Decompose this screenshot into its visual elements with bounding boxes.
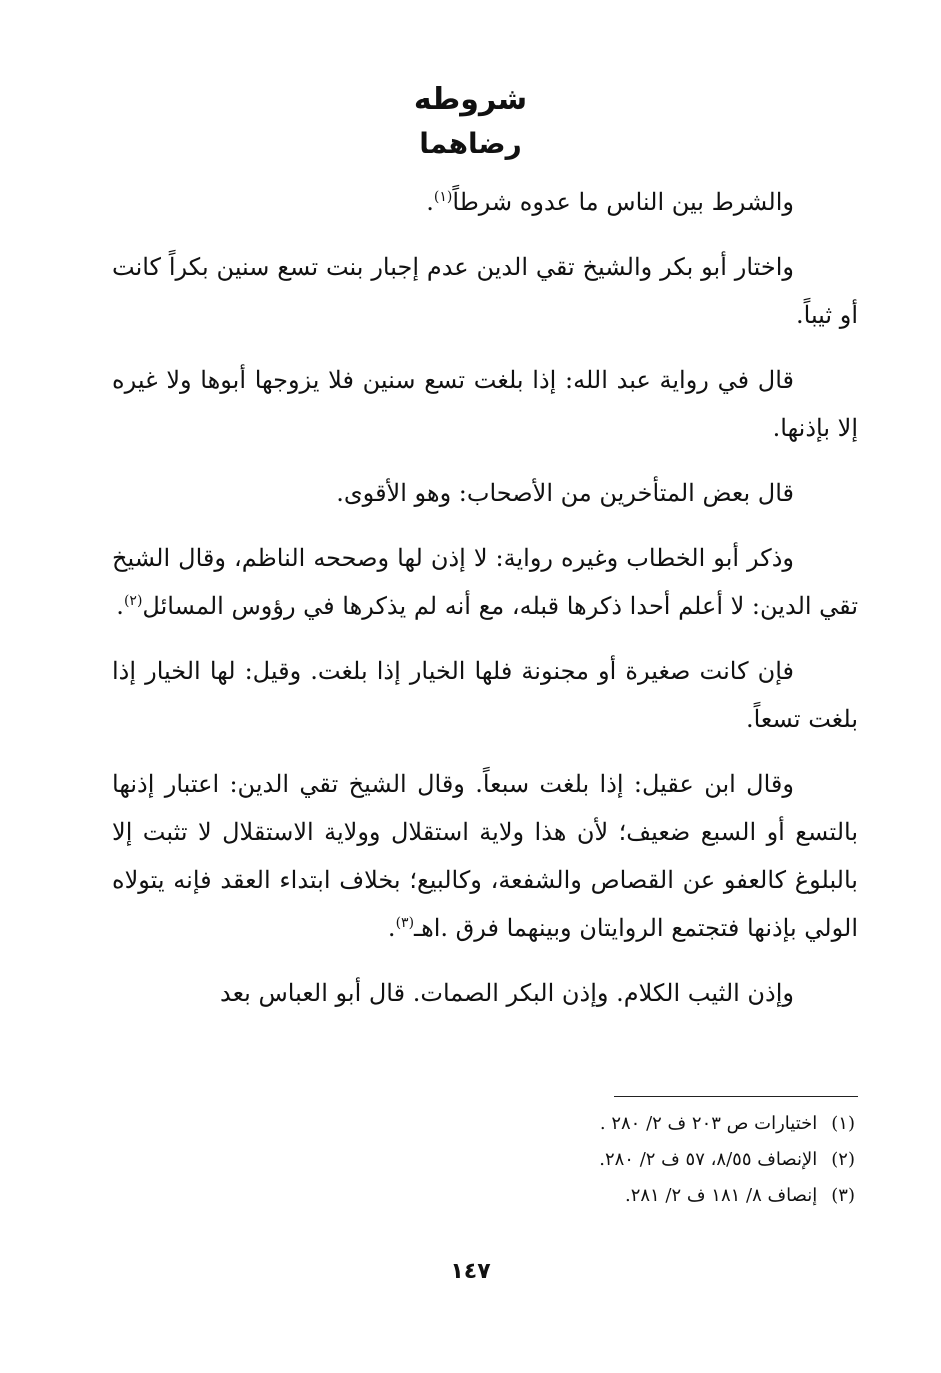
paragraph-2: واختار أبو بكر والشيخ تقي الدين عدم إجبار بنت تسع سنين بكراً كانت أو ثيباً. — [112, 253, 858, 329]
footnote-1: (١)اختيارات ص ٢٠٣ ف ٢/ ٢٨٠ . — [599, 1113, 855, 1134]
paragraph-6: فإن كانت صغيرة أو مجنونة فلها الخيار إذا بلغت. وقيل: لها الخيار إذا بلغت تسعاً. — [112, 657, 858, 733]
footnote-ref-1: (١) — [433, 189, 453, 205]
paragraph-4: قال بعض المتأخرين من الأصحاب: وهو الأقوى. — [336, 479, 794, 507]
paragraph-1: والشرط بين الناس ما عدوه شرطاً$^{(١)}$. — [426, 188, 794, 216]
paragraph-7: وقال ابن عقيل: إذا بلغت سبعاً. وقال الشيخ تقي الدين: اعتبار إذنها بالتسع أو السبع ضعيف؛ لأن هذا ولاية استقلال وولاية الاستقلال لا تثبت إلا بالبلوغ كالعفو عن القصاص والشفعة، وكالبيع؛ بخلاف ابتداء العقد فإنه يتولاه الولي بإذنها فتجتمع الروايتان وبينهما فرق .اهـ$^{(٣)}$. — [112, 770, 858, 942]
paragraph-3: قال في رواية عبد الله: إذا بلغت تسع سنين فلا يزوجها أبوها ولا غيره إلا بإذنها. — [112, 366, 858, 442]
footnote-ref-2: (٢) — [123, 593, 143, 609]
footnote-divider — [614, 1096, 858, 1097]
main-text — [112, 178, 858, 1017]
paragraph-8: وإذن الثيب الكلام. وإذن البكر الصمات. قال أبو العباس بعد — [219, 979, 794, 1007]
section-title: شروطه — [413, 82, 528, 117]
footnotes — [335, 1106, 855, 1214]
page-number: ١٤٧ — [450, 1259, 491, 1284]
paragraph-5: وذكر أبو الخطاب وغيره رواية: لا إذن لها وصححه الناظم، وقال الشيخ تقي الدين: لا أعلم أحدا ذكرها قبله، مع أنه لم يذكرها في رؤوس المسائل$^{(٢)}$. — [112, 544, 858, 620]
footnote-2: (٢)الإنصاف ٨/٥٥، ٥٧ ف ٢/ ٢٨٠. — [599, 1149, 855, 1170]
section-subtitle: رضاهما — [419, 127, 522, 160]
footnote-3: (٣)إنصاف ٨/ ١٨١ ف ٢/ ٢٨١. — [624, 1185, 855, 1206]
footnote-ref-3: (٣) — [395, 915, 415, 931]
